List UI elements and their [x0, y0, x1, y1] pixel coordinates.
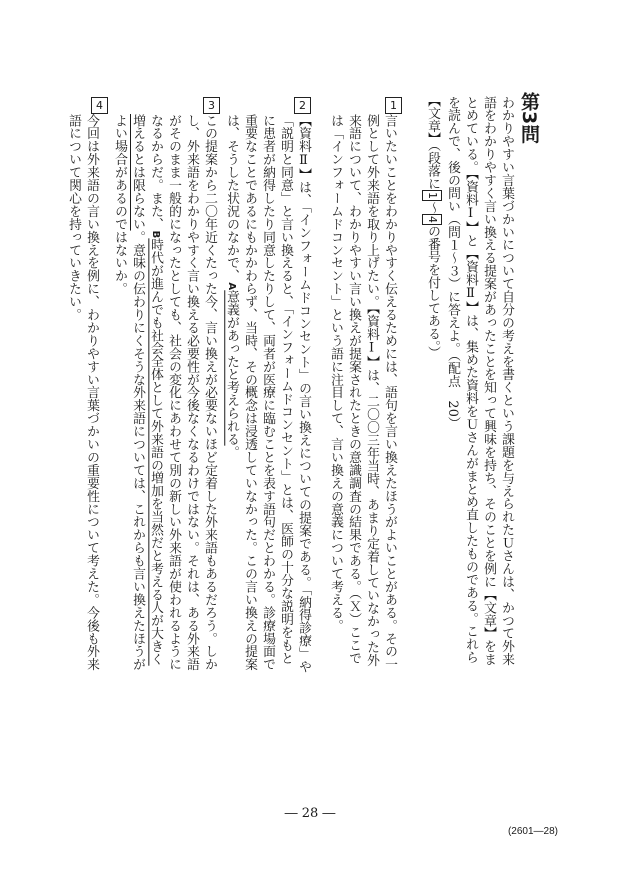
paragraph-2-end: 。	[224, 445, 239, 459]
underlined-phrase-a: 意義があったと考えられる	[224, 290, 239, 446]
paragraph-2-text: 【資料Ⅱ】は、「インフォームドコンセント」の言い換えについての提案である。「納得診療」や「説明と同意」と言い換えると、「インフォームドコンセント」とは、医師の十分な説明をもとに患者が納得したり同意したりして、両者が医療に臨むことを表す語句だとわかる。診療場面で重要なことであるにもかかわらず、当時、その概念は浸透していなかった。この言い換えの提案は、そうした状況のなかで、	[224, 114, 311, 674]
paragraph-4-number: 4	[91, 97, 108, 114]
paragraph-3	[112, 114, 218, 676]
paragraph-3-end: 。意味の伝わりにくそうな外来語については、これからも言い換えたほうがよい場合があるのではないか。	[112, 114, 145, 671]
marker-b: B	[150, 230, 161, 239]
paragraph-range-start-box: 1	[422, 190, 442, 201]
header-close: の番号を付してある。）	[425, 224, 440, 360]
section-header	[422, 94, 442, 359]
paragraph-4: 今回は外来語の言い換えを例に、わかりやすい言葉づかいの重要性について考えた。今後も外来語について関心を持っていきたい。	[66, 114, 99, 671]
paragraph-range-end-box: 4	[422, 214, 442, 225]
paragraph-2	[212, 114, 312, 676]
page-code: (2601―28)	[507, 826, 558, 837]
underlined-phrase-b: 時代が進んでも社会全体として外来語の増加を当然だと考える人が大きく増えるとは限らない	[130, 114, 163, 666]
question-number: 第3問	[518, 92, 540, 144]
header-open: 【文章】（段落に	[425, 94, 440, 190]
page-number: ― 28 ―	[284, 806, 336, 821]
paragraph-2-number: 2	[294, 97, 311, 114]
paragraph-3-number: 3	[203, 97, 220, 114]
paragraph-1: 言いたいことをわかりやすく伝えるためには、語句を言い換えたほうがよいことがある。その一例として外来語を取り上げたい。【資料Ⅰ】は、二〇〇三年当時、あまり定着していなかった外来語について、わかりやすい言い換えが提案されたときの意識調査の結果である。（Ｘ）ここでは「インフォームドコンセント」という語に注目して、言い換えの意義について考える。	[328, 114, 397, 671]
question-intro: わかりやすい言葉づかいについて自分の考えを書くという課題を与えられたＵさんは、かつて外来語をわかりやすく言い換える提案があったことを知って興味を持ち、そのことを例に【文章】をまとめている。【資料Ⅰ】と【資料Ⅱ】は、集めた資料をＵさんがまとめ直したものである。これらを読んで、後の問い（問１～３）に答えよ。（配点 20）	[445, 96, 514, 666]
paragraph-3-text: この提案から二〇年近くたった今、言い換えが必要ないほど定着した外来語もあるだろう。しかし、外来語をわかりやすく言い換える必要性が今後なくなるわけではない。それは、ある外来語がそのまま一般的になったとしても、社会の変化にあわせて別の新しい外来語が使われるようになるからだ。また、	[148, 114, 217, 671]
paragraph-1-number: 1	[385, 97, 402, 114]
marker-a: A	[226, 282, 237, 291]
header-tilde: ～	[425, 201, 440, 214]
